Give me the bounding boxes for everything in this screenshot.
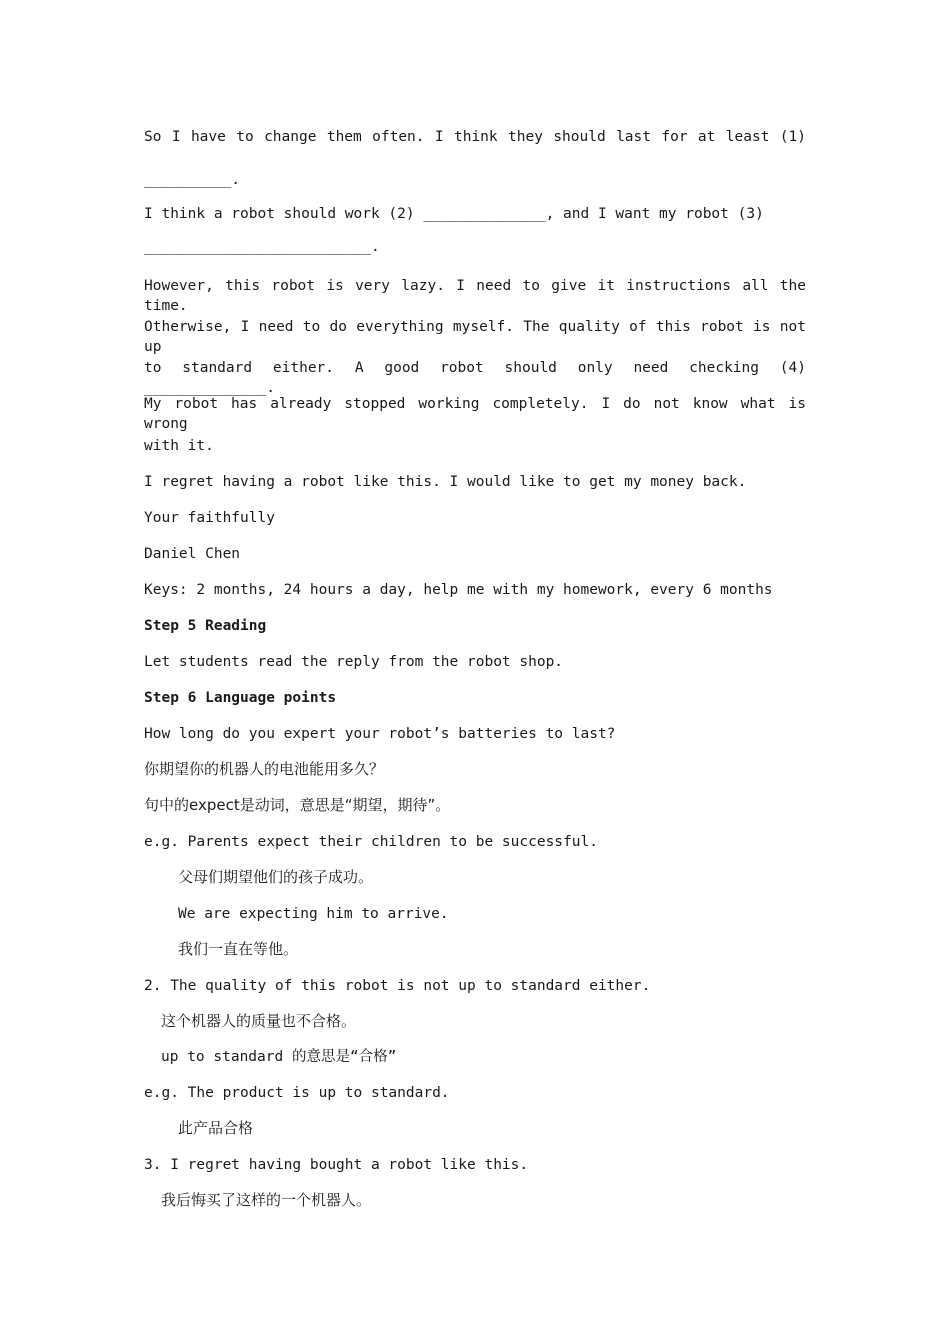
letter-line-8: My robot has already stopped working completely. I do not know what is wrong <box>144 396 806 432</box>
point2-example-translation: 此产品合格 <box>178 1119 254 1137</box>
point1-sentence: How long do you expert your robot’s batteries to last? <box>144 726 616 742</box>
point3-translation: 我后悔买了这样的一个机器人。 <box>161 1191 372 1209</box>
point1-translation: 你期望你的机器人的电池能用多久？ <box>144 760 385 778</box>
point3-sentence: 3. I regret having bought a robot like this. <box>144 1157 529 1173</box>
letter-line-9: with it. <box>144 438 214 454</box>
point2-translation: 这个机器人的质量也不合格。 <box>161 1012 357 1030</box>
letter-line-1: So I have to change them often. I think they should last for at least (1) <box>144 129 806 145</box>
letter-line-10: I regret having a robot like this. I would like to get my money back. <box>144 474 747 490</box>
point1-example-2-translation: 我们一直在等他。 <box>178 940 299 958</box>
answer-keys: Keys: 2 months, 24 hours a day, help me with my homework, every 6 months <box>144 582 773 598</box>
point2-sentence: 2. The quality of this robot is not up to standard either. <box>144 978 651 994</box>
step5-heading: Step 5 Reading <box>144 618 267 634</box>
point2-example: e.g. The product is up to standard. <box>144 1085 450 1101</box>
point1-example-2: We are expecting him to arrive. <box>178 906 449 922</box>
letter-closing: Your faithfully <box>144 510 275 526</box>
letter-line-3: I think a robot should work (2) ______________, and I want my robot (3) <box>144 206 764 222</box>
point1-example-1: e.g. Parents expect their children to be successful. <box>144 834 598 850</box>
point2-note: up to standard 的意思是“合格” <box>161 1049 397 1065</box>
step6-heading: Step 6 Language points <box>144 690 337 706</box>
letter-blank-1: __________. <box>144 172 241 188</box>
letter-line-6: Otherwise, I need to do everything myself. The quality of this robot is not up <box>144 319 806 355</box>
letter-blank-3: __________________________. <box>144 239 380 255</box>
letter-line-5: However, this robot is very lazy. I need to give it instructions all the time. <box>144 278 806 314</box>
letter-line-7: to standard either. A good robot should only need checking (4) ______________. <box>144 360 806 396</box>
step5-text: Let students read the reply from the robot shop. <box>144 654 564 670</box>
point1-note: 句中的expect是动词，意思是“期望，期待”。 <box>144 796 451 814</box>
letter-signature: Daniel Chen <box>144 546 241 562</box>
point1-example-1-translation: 父母们期望他们的孩子成功。 <box>178 868 374 886</box>
